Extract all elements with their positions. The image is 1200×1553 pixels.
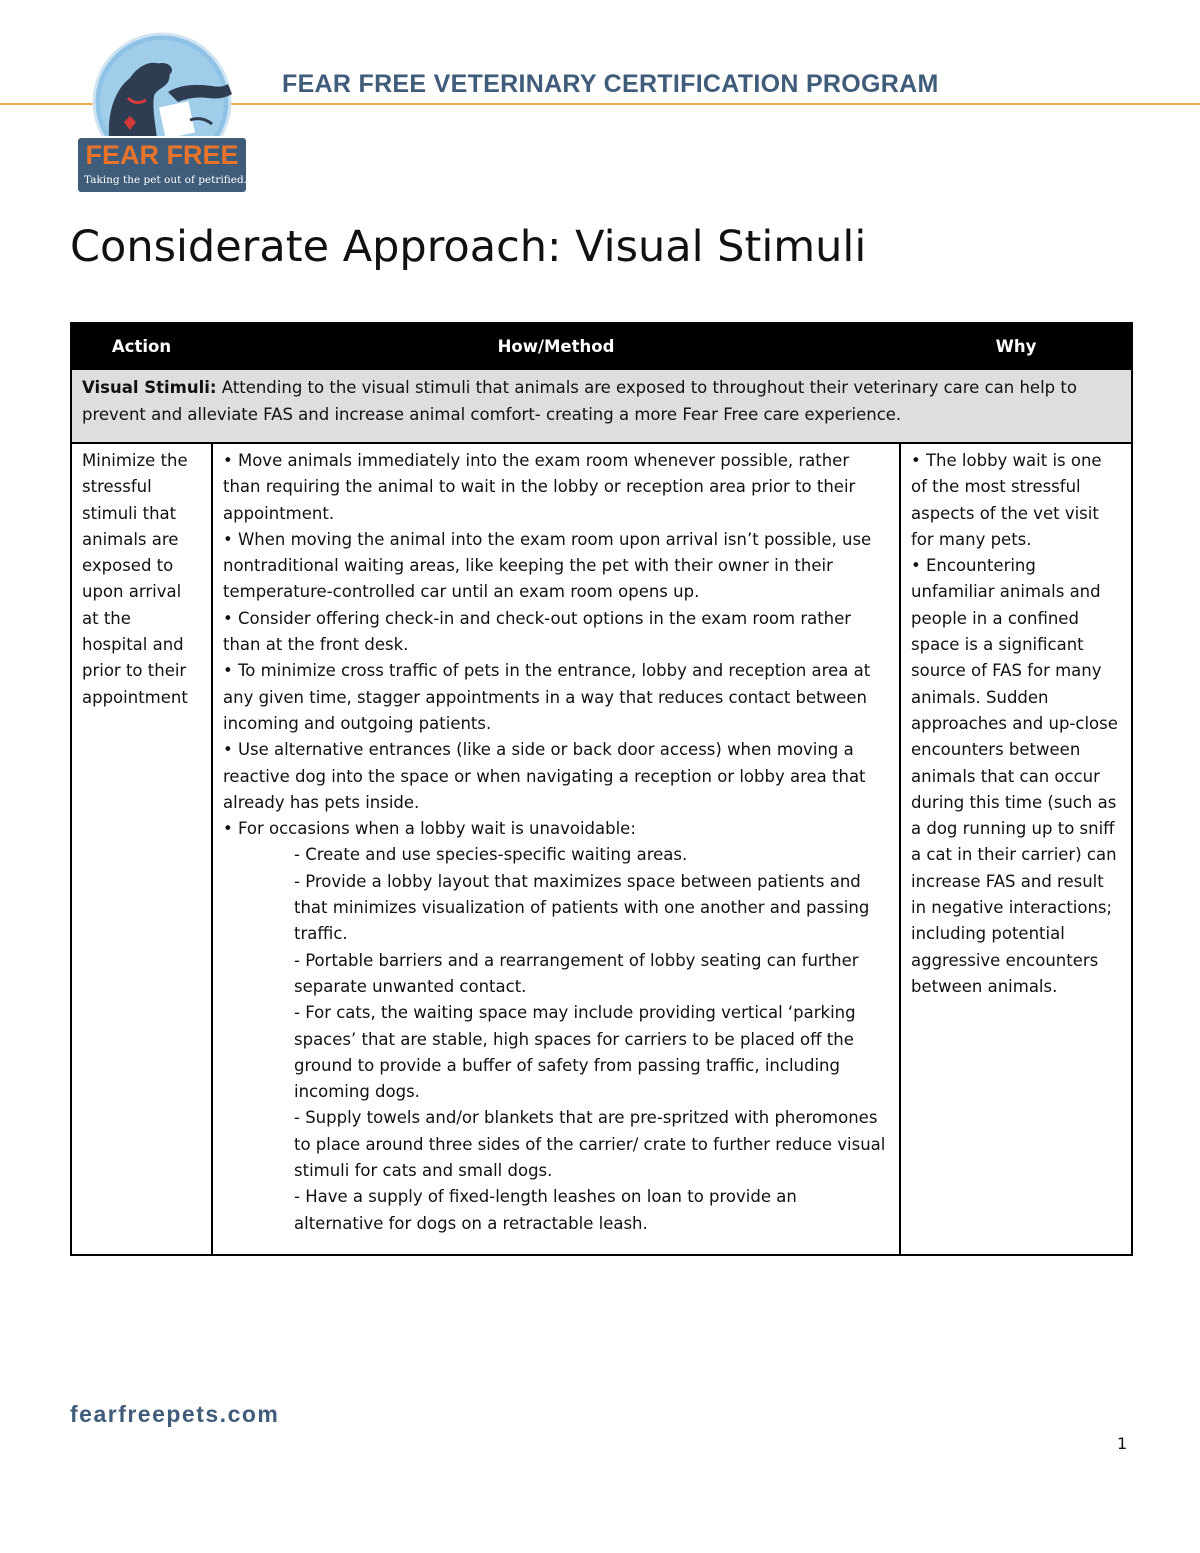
why-cell: [900, 443, 1132, 1255]
table-intro: [71, 369, 1132, 443]
method-sub-item: - Portable barriers and a rearrangement of lobby seating can further separate unwanted contact.: [294, 950, 859, 996]
intro-label: Visual Stimuli:: [82, 378, 217, 397]
method-item: • Consider offering check-in and check-out options in the exam room rather than at the front desk.: [223, 608, 852, 655]
action-cell: [71, 443, 212, 1255]
method-sub-item: - Create and use species-specific waiting areas.: [294, 845, 688, 865]
table-header-row: [71, 323, 1132, 369]
stimuli-table: [70, 322, 1131, 1256]
fear-free-logo: [72, 30, 252, 198]
method-cell: [212, 443, 900, 1255]
method-sub-item: - Provide a lobby layout that maximizes space between patients and that minimizes visualization of patients with one another and passing traffic.: [294, 871, 870, 944]
intro-text: Attending to the visual stimuli that animals are exposed to throughout their veterinary care can help to prevent and alleviate FAS and increase animal comfort- creating a more Fear Free care experience.: [82, 378, 1077, 424]
method-item: • For occasions when a lobby wait is unavoidable:: [223, 819, 636, 839]
page-title: Considerate Approach: Visual Stimuli: [70, 222, 867, 272]
method-item: • To minimize cross traffic of pets in the entrance, lobby and reception area at any given time, stagger appointments in a way that reduces contact between incoming and outgoing patients.: [223, 661, 871, 733]
why-item: • Encountering unfamiliar animals and people in a confined space is a significant source of FAS for many animals. Sudden approaches and up-close encounters between animals that can occur during this time (such as a dog running up to sniff a cat in their carrier) can increase FAS and result in negative interactions; including potential aggressive encounters between animals.: [911, 556, 1118, 996]
dog-and-hand-logo-icon: [72, 30, 252, 198]
method-sub-item: - For cats, the waiting space may include providing vertical ‘parking spaces’ that are stable, high spaces for carriers to be placed off the ground to provide a buffer of safety from passing traffic, including incoming dogs.: [294, 1003, 856, 1102]
logo-tagline-text: Taking the pet out of petrified.: [84, 174, 248, 186]
action-text: Minimize the stressful stimuli that animals are exposed to upon arrival at the hospital and prior to their appointment: [82, 451, 188, 707]
method-item: • When moving the animal into the exam room upon arrival isn’t possible, use nontraditional waiting areas, like keeping the pet with their owner in their temperature-controlled car until an exam room opens up.: [223, 529, 872, 602]
page-number: 1: [1117, 1434, 1128, 1453]
method-item: • Use alternative entrances (like a side or back door access) when moving a reactive dog into the space or when navigating a reception or lobby area that already has pets inside.: [223, 740, 866, 812]
program-title: FEAR FREE VETERINARY CERTIFICATION PROGRAM: [282, 70, 939, 98]
table-row: [71, 443, 1132, 1255]
method-sub-item: - Supply towels and/or blankets that are pre-spritzed with pheromones to place around three sides of the carrier/ crate to further reduce visual stimuli for cats and small dogs.: [294, 1108, 886, 1181]
why-item: • The lobby wait is one of the most stressful aspects of the vet visit for many pets.: [911, 451, 1102, 549]
logo-brand-text: FEAR FREE: [85, 140, 239, 170]
footer-website-link[interactable]: fearfreepets.com: [70, 1401, 280, 1427]
method-sub-item: - Have a supply of fixed-length leashes on loan to provide an alternative for dogs on a retractable leash.: [294, 1187, 797, 1233]
method-item: • Move animals immediately into the exam room whenever possible, rather than requiring the animal to wait in the lobby or reception area prior to their appointment.: [223, 451, 856, 523]
column-header-why: Why: [900, 323, 1132, 369]
column-header-action: Action: [71, 323, 212, 369]
column-header-method: How/Method: [212, 323, 900, 369]
